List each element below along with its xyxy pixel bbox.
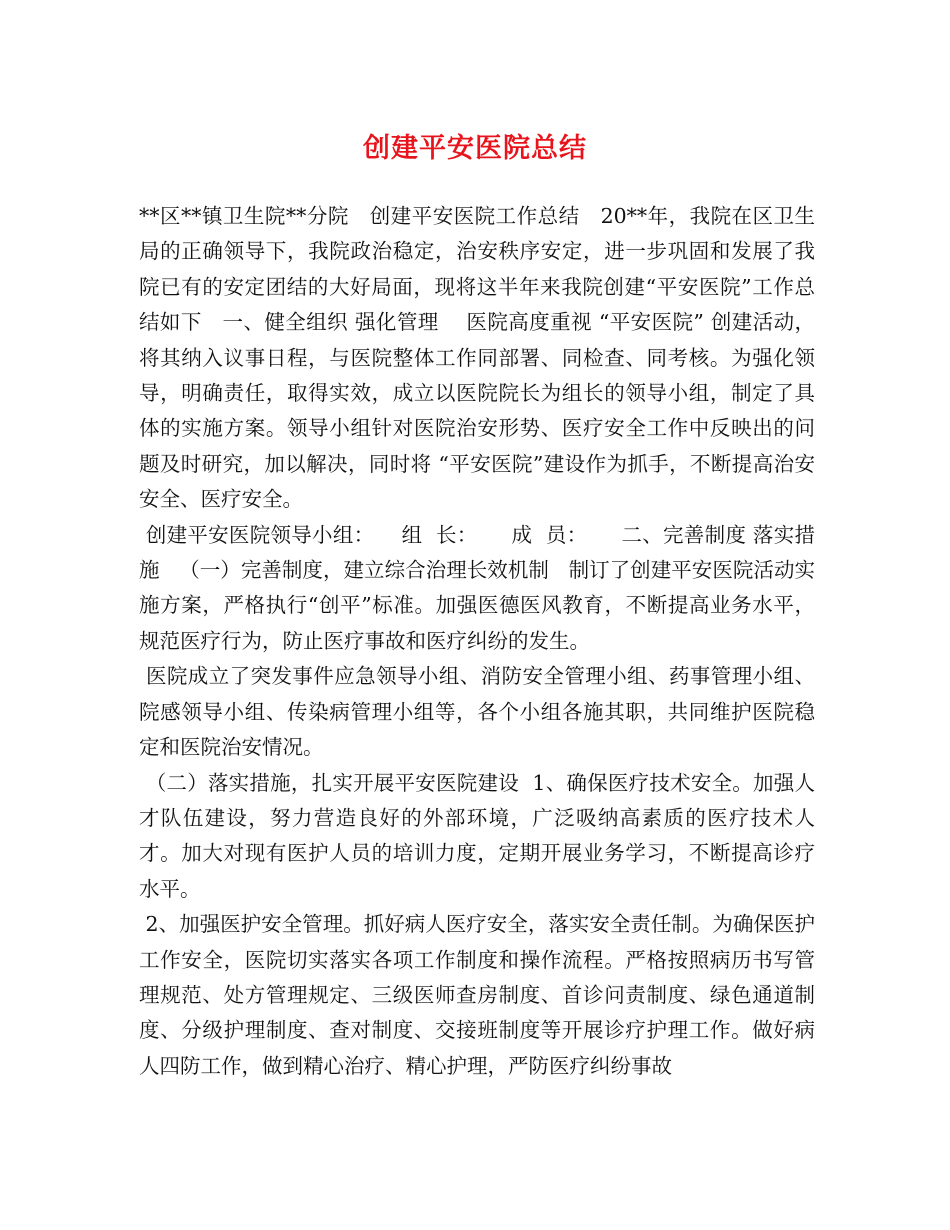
paragraph-measures: （二）落实措施，扎实开展平安医院建设 1、确保医疗技术安全。加强人才队伍建设，努力营造良好的外部环境，广泛吸纳高素质的医疗技术人才。加大对现有医护人员的培训力度，定期开展业务学习，不断提高诊疗水平。 — [139, 770, 815, 901]
paragraph-intro: **区**镇卫生院**分院 创建平安医院工作总结 20**年，我院在区卫生局的正确领导下，我院政治稳定，治安秩序安定，进一步巩固和发展了我院已有的安定团结的大好局面，现将这半年来我院创建“平安医院”工作总结如下 一、健全组织 强化管理 医院高度重视 “平安医院” 创建活动，将其纳入议事日程，与医院整体工作同部署、同检查、同考核。为强化领导，明确责任，取得实效，成立以医院院长为组长的领导小组，制定了具体的实施方案。领导小组针对医院治安形势、医疗安全工作中反映出的问题及时研究，加以解决，同时将 “平安医院”建设作为抓手，不断提高治安安全、医疗安全。 — [139, 204, 815, 512]
paragraph-groups: 医院成立了突发事件应急领导小组、消防安全管理小组、药事管理小组、院感领导小组、传染病管理小组等，各个小组各施其职，共同维护医院稳定和医院治安情况。 — [139, 664, 815, 760]
paragraph-leadership-group: 创建平安医院领导小组： 组 长： 成 员： 二、完善制度 落实措施 （一）完善制度，建立综合治理长效机制 制订了创建平安医院活动实施方案，严格执行“创平”标准。加强医德医风教育，不断提高业务水平，规范医疗行为，防止医疗事故和医疗纠纷的发生。 — [139, 522, 815, 653]
document-body — [139, 199, 815, 1084]
document-title: 创建平安医院总结 — [363, 133, 587, 164]
paragraph-nursing-safety: 2、加强医护安全管理。抓好病人医疗安全，落实安全责任制。为确保医护工作安全，医院切实落实各项工作制度和操作流程。严格按照病历书写管理规范、处方管理规定、三级医师查房制度、首诊问责制度、绿色通道制度、分级护理制度、查对制度、交接班制度等开展诊疗护理工作。做好病人四防工作，做到精心治疗、精心护理，严防医疗纠纷事故 — [139, 912, 815, 1078]
